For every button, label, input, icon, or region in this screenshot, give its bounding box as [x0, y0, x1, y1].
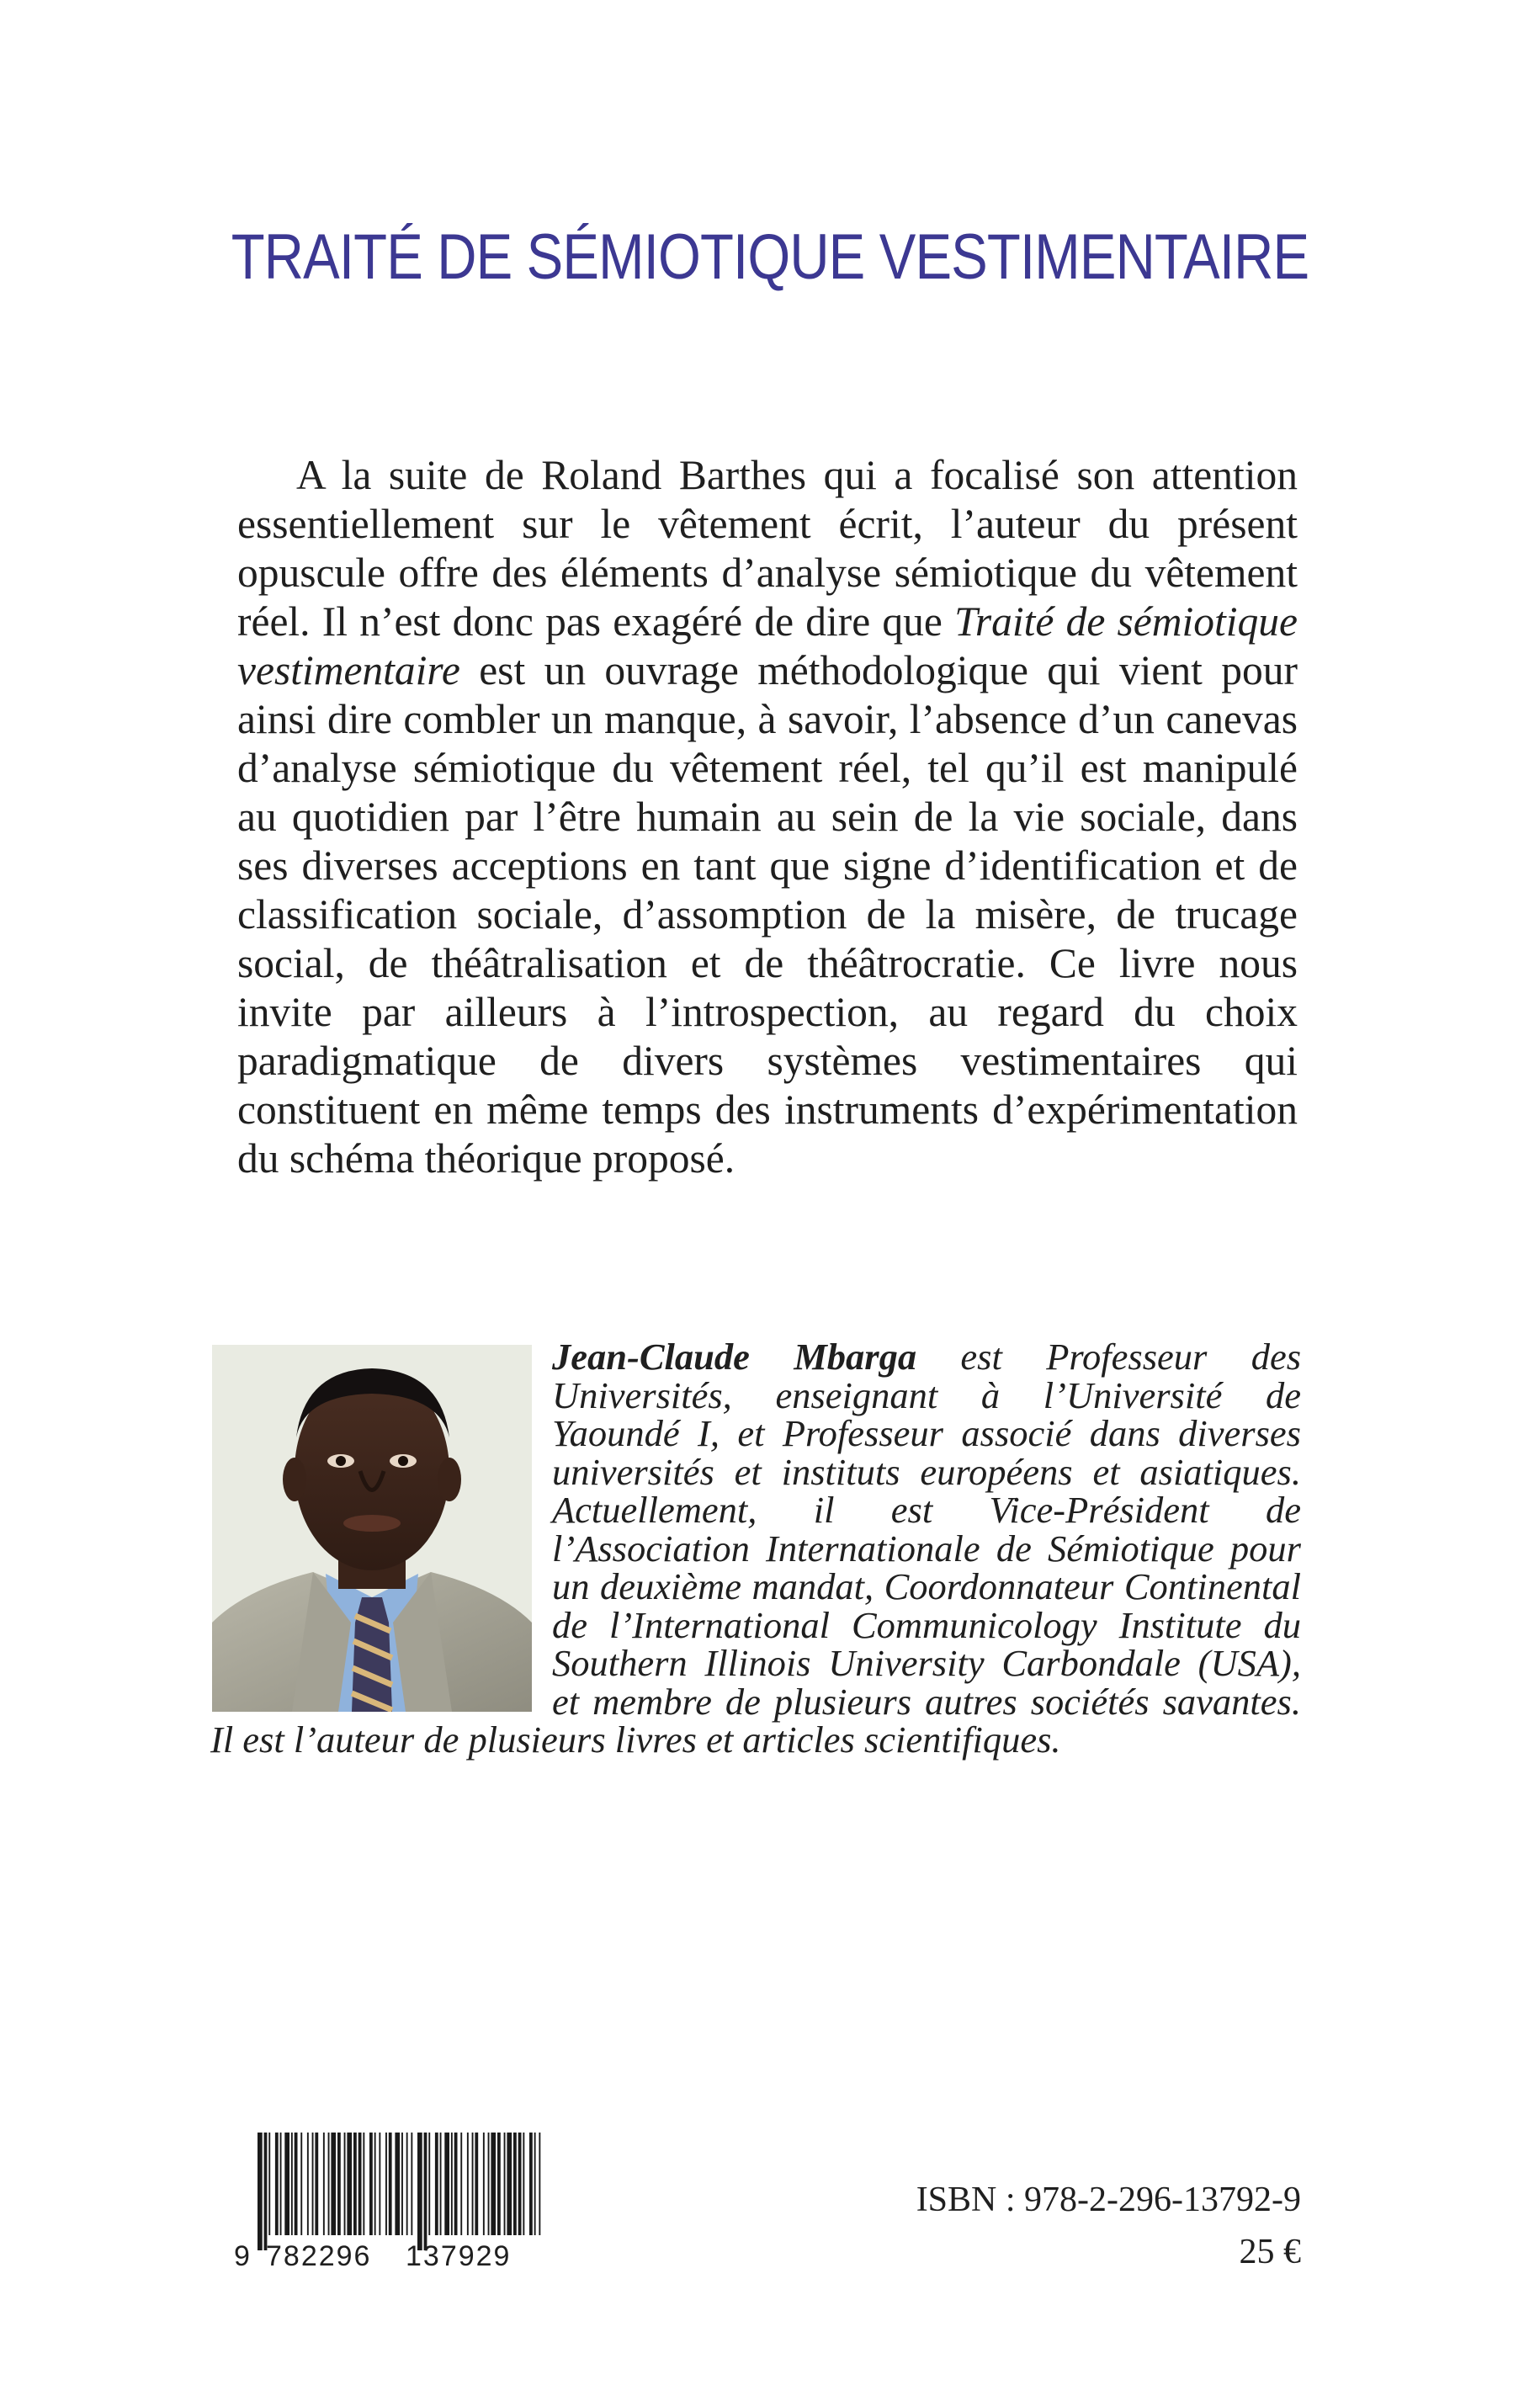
barcode-bar [454, 2133, 458, 2235]
barcode-bar [389, 2133, 392, 2235]
barcode-bar [312, 2133, 314, 2235]
barcode-bar [353, 2133, 357, 2235]
author-bio [210, 1338, 1301, 1760]
barcode-bar [472, 2133, 474, 2235]
barcode-bar [328, 2133, 330, 2235]
barcode-bar [379, 2133, 380, 2235]
barcode-bar [363, 2133, 364, 2235]
barcode-bar [315, 2133, 318, 2235]
barcode-bar [300, 2133, 302, 2235]
book-title: TRAITÉ DE SÉMIOTIQUE VESTIMENTAIRE [231, 221, 1309, 293]
barcode-bar [475, 2133, 478, 2235]
barcode-bar [507, 2133, 512, 2235]
barcode-bar [428, 2133, 430, 2235]
summary-text-part-2: est un ouvrage méthodologique qui vient pour ainsi dire combler un manque, à savoir, l’absence d’un canevas d’analyse sémiotique du vêtement réel, tel qu’il est manipulé au quotidien par l’être humain au sein de la vie sociale, dans ses diverses acceptions en tant que signe d’identification et de classification sociale, d’assomption de la misère, de trucage social, de théâtralisation et de théâtrocratie. Ce livre nous invite par ailleurs à l’introspection, au regard du choix paradigmatique de divers systèmes vestimentaires qui constituent en même temps des instruments d’expérimentation du schéma théorique proposé. [237, 647, 1298, 1182]
barcode-bar [467, 2133, 469, 2235]
barcode-bar [347, 2133, 352, 2235]
author-name: Jean-Claude Mbarga [552, 1336, 917, 1378]
barcode-bar [258, 2133, 263, 2250]
barcode-bar [295, 2133, 298, 2235]
barcode-bar [331, 2133, 336, 2235]
barcode-bar [435, 2133, 438, 2235]
barcode-bar [284, 2133, 289, 2235]
barcode-bar [491, 2133, 496, 2235]
barcode-digits-left: 782296 [266, 2240, 372, 2269]
barcode-bar [451, 2133, 453, 2235]
isbn-number: ISBN : 978-2-296-13792-9 [916, 2180, 1301, 2219]
barcode-bar [264, 2133, 268, 2250]
barcode-bar [268, 2133, 270, 2235]
barcode-bar [395, 2133, 400, 2235]
barcode-bar [275, 2133, 279, 2235]
author-photo [212, 1345, 532, 1712]
barcode-bar [440, 2133, 442, 2235]
barcode-bar [358, 2133, 362, 2235]
barcode-bar [337, 2133, 341, 2235]
barcode-bar [369, 2133, 373, 2235]
barcode-digits-right: 137929 [406, 2240, 512, 2269]
summary-paragraph [237, 451, 1298, 1183]
barcode-bar [291, 2133, 293, 2235]
price: 25 € [1239, 2233, 1301, 2271]
barcode-digit-first: 9 [234, 2240, 250, 2269]
barcode-bar [307, 2133, 309, 2235]
barcode-bar [406, 2133, 408, 2235]
barcode-bar [483, 2133, 485, 2235]
barcode-bar [497, 2133, 501, 2235]
barcode-bar [523, 2133, 524, 2235]
barcode-bar [539, 2133, 540, 2235]
barcode-bar [401, 2133, 403, 2235]
barcode-bar [460, 2133, 462, 2235]
barcode-bar [529, 2133, 533, 2235]
barcode-bar [374, 2133, 376, 2235]
barcode-bar [385, 2133, 387, 2235]
barcode-bar [444, 2133, 449, 2235]
barcode-bar [323, 2133, 325, 2235]
author-bio-text: est Professeur des Universités, enseignant à l’Université de Yaoundé I, et Professeur associé dans diverses universités et instituts européens et asiatiques. Actuellement, il est Vice-Président de l’Association Internationale de Sémiotique pour un deuxième mandat, Coordonnateur Continental de l’International Communicology Institute du Southern Illinois University Carbondale (USA), et membre de plusieurs autres sociétés savantes. Il est l’auteur de plusieurs livres et articles scientifiques. [210, 1336, 1302, 1761]
isbn-barcode [232, 2133, 549, 2269]
barcode-bar [504, 2133, 506, 2235]
barcode-bar [344, 2133, 346, 2235]
barcode-bar [411, 2133, 412, 2235]
barcode-bar [513, 2133, 517, 2235]
barcode-bar [280, 2133, 282, 2235]
barcode-bar [424, 2133, 427, 2250]
barcode-bar [417, 2133, 422, 2250]
barcode-bar [488, 2133, 490, 2235]
barcode-bar [534, 2133, 536, 2235]
summary-book-title: Traité de sémiotique vestimentaire [237, 598, 1298, 693]
barcode-bar [518, 2133, 522, 2235]
summary-text-part-1: A la suite de Roland Barthes qui a focalisé son attention essentiellement sur le vêtement écrit, l’auteur du présent opuscule offre des éléments d’analyse sémiotique du vêtement réel. Il n’est donc pas exagéré de dire que [237, 452, 1298, 645]
